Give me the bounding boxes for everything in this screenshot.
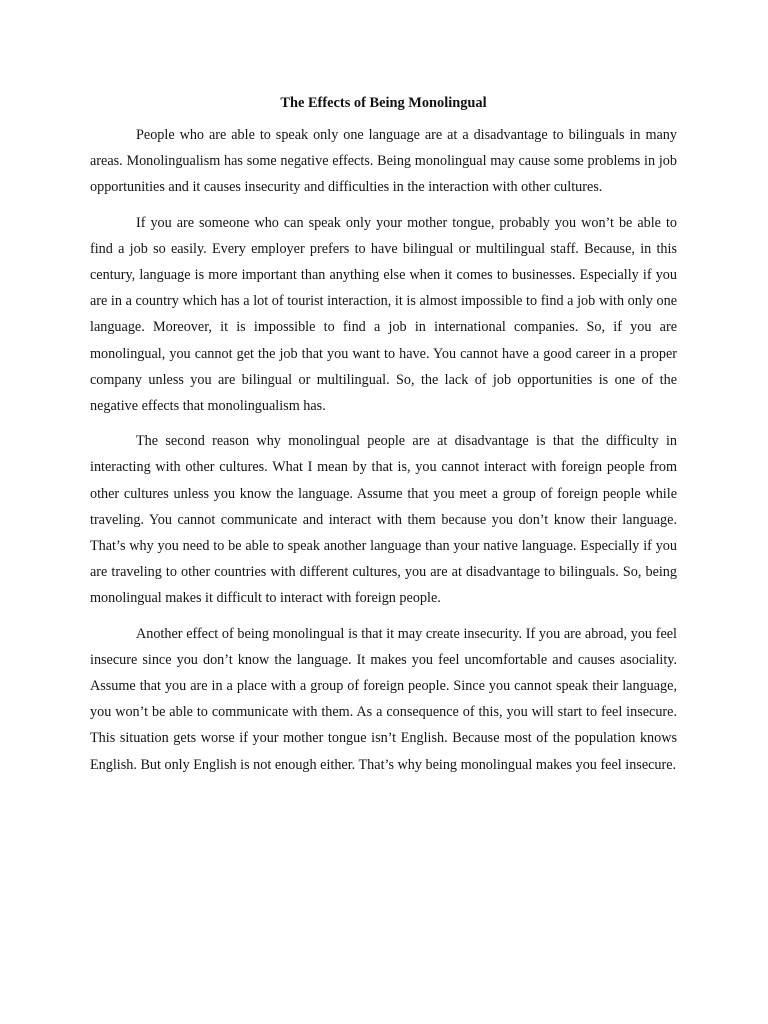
paragraph-cultural-interaction: The second reason why monolingual people are at disadvantage is that the difficulty in interacting with other cultures. What I mean by that is, you cannot interact with foreign people from other cultures unless you know the language. Assume that you meet a group of foreign people while traveling. You cannot communicate and interact with them because you don’t know their language. That’s why you need to be able to speak another language than your native language. Especially if you are traveling to other countries with different cultures, you are at disadvantage to bilinguals. So, being monolingual makes it difficult to interact with foreign people. xyxy=(90,433,677,607)
paragraph-intro: People who are able to speak only one language are at a disadvantage to bilinguals in many areas. Monolingualism has some negative effects. Being monolingual may cause some problems in job opportunities and it causes insecurity and difficulties in the interaction with other cultures. xyxy=(90,127,677,196)
paragraph-job-opportunities: If you are someone who can speak only your mother tongue, probably you won’t be able to find a job so easily. Every employer prefers to have bilingual or multilingual staff. Because, in this century, language is more important than anything else when it comes to businesses. Especially if you are in a country which has a lot of tourist interaction, it is almost impossible to find a job with only one language. Moreover, it is impossible to find a job in international companies. So, if you are monolingual, you cannot get the job that you want to have. You cannot have a good career in a proper company unless you are bilingual or multilingual. So, the lack of job opportunities is one of the negative effects that monolingualism has. xyxy=(90,214,677,415)
paragraph-insecurity: Another effect of being monolingual is that it may create insecurity. If you are abroad, you feel insecure since you don’t know the language. It makes you feel uncomfortable and causes asociality. Assume that you are in a place with a group of foreign people. Since you cannot speak their language, you won’t be able to communicate with them. As a consequence of this, you will start to feel insecure. This situation gets worse if your mother tongue isn’t English. Because most of the population knows English. But only English is not enough either. That’s why being monolingual makes you feel insecure. xyxy=(90,625,677,773)
document-title: The Effects of Being Monolingual xyxy=(280,95,487,111)
document-body xyxy=(90,92,677,787)
